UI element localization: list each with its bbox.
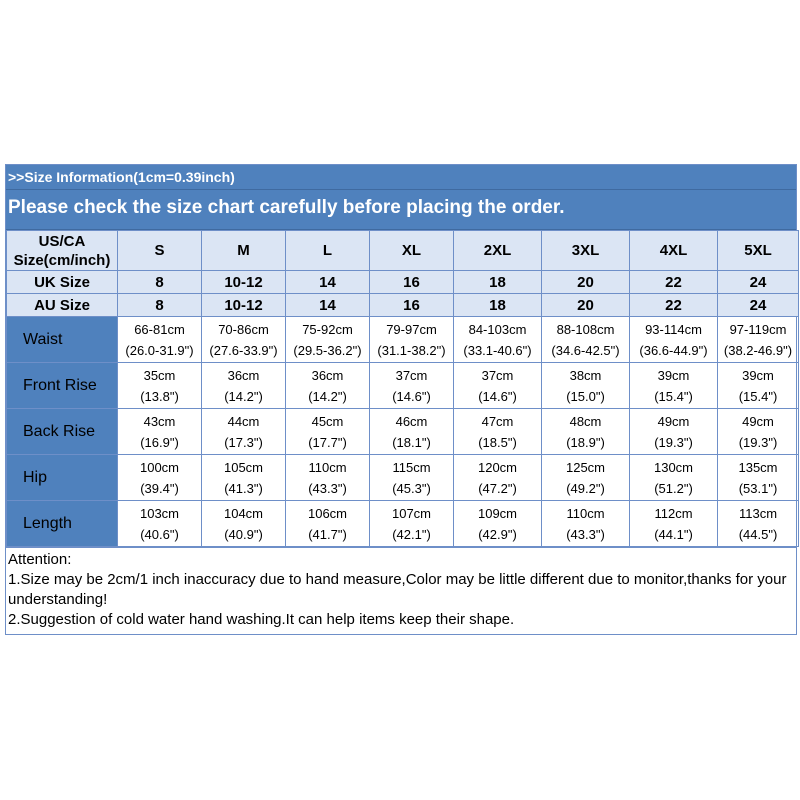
size-cell: M bbox=[202, 231, 286, 271]
measurement-cell bbox=[286, 501, 370, 547]
cm-value: 75-92cm bbox=[302, 321, 353, 337]
cm-value: 66-81cm bbox=[134, 321, 185, 337]
measurement-cell bbox=[454, 363, 542, 409]
inch-value: (14.6") bbox=[392, 388, 431, 404]
size-chart bbox=[5, 164, 797, 635]
size-cell: 5XL bbox=[718, 231, 799, 271]
size-cell: 14 bbox=[286, 294, 370, 317]
measurement-cell bbox=[370, 455, 454, 501]
size-cell: XL bbox=[370, 231, 454, 271]
cm-value: 106cm bbox=[307, 505, 348, 521]
cm-value: 110cm bbox=[308, 459, 347, 475]
inch-value: (42.1") bbox=[392, 526, 431, 542]
measurement-label: Back Rise bbox=[7, 409, 118, 455]
size-cell: 8 bbox=[118, 271, 202, 294]
cm-value: 115cm bbox=[392, 459, 431, 475]
au-size-row bbox=[7, 294, 799, 317]
inch-value: (17.7") bbox=[308, 434, 347, 450]
cm-value: 88-108cm bbox=[556, 321, 615, 337]
inch-value: (13.8") bbox=[140, 388, 179, 404]
cm-value: 48cm bbox=[569, 413, 602, 429]
measurement-cell bbox=[542, 409, 630, 455]
measurement-cell bbox=[718, 501, 799, 547]
size-row-label: UK Size bbox=[7, 271, 118, 294]
inch-value: (44.1") bbox=[654, 526, 693, 542]
size-cell: 2XL bbox=[454, 231, 542, 271]
uk-size-row bbox=[7, 271, 799, 294]
cm-value: 79-97cm bbox=[386, 321, 437, 337]
inch-value: (18.9") bbox=[566, 434, 605, 450]
inch-value: (14.2") bbox=[308, 388, 347, 404]
cm-value: 70-86cm bbox=[218, 321, 269, 337]
measurement-label: Waist bbox=[7, 317, 118, 363]
size-cell: 22 bbox=[630, 271, 718, 294]
size-cell: 20 bbox=[542, 271, 630, 294]
measurement-cell bbox=[542, 317, 630, 363]
inch-value: (15.0") bbox=[566, 388, 605, 404]
inch-value: (43.3") bbox=[566, 526, 605, 542]
inch-value: (31.1-38.2") bbox=[377, 342, 446, 358]
cm-value: 38cm bbox=[569, 367, 602, 383]
measurement-cell bbox=[118, 409, 202, 455]
inch-value: (17.3") bbox=[224, 434, 263, 450]
inch-value: (44.5") bbox=[738, 526, 778, 542]
cm-value: 44cm bbox=[227, 413, 260, 429]
size-cell: 10-12 bbox=[202, 271, 286, 294]
measurement-cell bbox=[630, 455, 718, 501]
cm-value: 46cm bbox=[395, 413, 428, 429]
inch-value: (15.4") bbox=[654, 388, 693, 404]
inch-value: (41.3") bbox=[224, 480, 263, 496]
inch-value: (45.3") bbox=[392, 480, 431, 496]
cm-value: 49cm bbox=[742, 413, 774, 429]
cm-value: 130cm bbox=[653, 459, 694, 475]
measurement-cell bbox=[718, 455, 799, 501]
cm-value: 107cm bbox=[391, 505, 432, 521]
measurement-cell bbox=[630, 363, 718, 409]
measurement-cell bbox=[286, 317, 370, 363]
inch-value: (16.9") bbox=[140, 434, 179, 450]
measurement-row bbox=[7, 317, 799, 363]
inch-value: (47.2") bbox=[478, 480, 517, 496]
inch-value: (40.9") bbox=[224, 526, 263, 542]
measurement-cell bbox=[202, 409, 286, 455]
inch-value: (41.7") bbox=[308, 526, 347, 542]
measurement-row bbox=[7, 409, 799, 455]
measurement-cell bbox=[454, 409, 542, 455]
size-cell: 18 bbox=[454, 294, 542, 317]
cm-value: 113cm bbox=[738, 505, 778, 521]
cm-value: 84-103cm bbox=[468, 321, 527, 337]
measurement-cell bbox=[118, 501, 202, 547]
measurement-label: Front Rise bbox=[7, 363, 118, 409]
inch-value: (36.6-44.9") bbox=[639, 342, 708, 358]
size-info-heading: >>Size Information(1cm=0.39inch) bbox=[6, 165, 796, 190]
cm-value: 97-119cm bbox=[729, 321, 787, 337]
measurement-cell bbox=[454, 501, 542, 547]
size-cell: 14 bbox=[286, 271, 370, 294]
size-notice-heading: Please check the size chart carefully before placing the order. bbox=[6, 190, 796, 230]
size-cell: 24 bbox=[718, 294, 799, 317]
measurement-label: Hip bbox=[7, 455, 118, 501]
measurement-cell bbox=[202, 501, 286, 547]
inch-value: (14.6") bbox=[478, 388, 517, 404]
measurement-cell bbox=[370, 501, 454, 547]
measurement-cell bbox=[542, 363, 630, 409]
measurement-cell bbox=[202, 363, 286, 409]
size-cell: 16 bbox=[370, 271, 454, 294]
cm-value: 103cm bbox=[139, 505, 180, 521]
cm-value: 105cm bbox=[223, 459, 264, 475]
measurement-row bbox=[7, 501, 799, 547]
measurement-row bbox=[7, 455, 799, 501]
measurement-cell bbox=[202, 317, 286, 363]
inch-value: (18.5") bbox=[478, 434, 517, 450]
cm-value: 120cm bbox=[477, 459, 518, 475]
measurement-cell bbox=[630, 409, 718, 455]
inch-value: (49.2") bbox=[566, 480, 605, 496]
cm-value: 39cm bbox=[742, 367, 774, 383]
cm-value: 39cm bbox=[657, 367, 690, 383]
size-cell: L bbox=[286, 231, 370, 271]
measurement-label: Length bbox=[7, 501, 118, 547]
measurement-row bbox=[7, 363, 799, 409]
inch-value: (40.6") bbox=[140, 526, 179, 542]
cm-value: 100cm bbox=[139, 459, 180, 475]
cm-value: 104cm bbox=[223, 505, 264, 521]
size-cell: 3XL bbox=[542, 231, 630, 271]
inch-value: (39.4") bbox=[140, 480, 179, 496]
measurement-cell bbox=[718, 317, 799, 363]
inch-value: (19.3") bbox=[738, 434, 778, 450]
size-cell: 18 bbox=[454, 271, 542, 294]
measurement-cell bbox=[454, 455, 542, 501]
us-ca-size-row bbox=[7, 231, 799, 271]
cm-value: 135cm bbox=[738, 459, 778, 475]
size-cell: 10-12 bbox=[202, 294, 286, 317]
measurement-cell bbox=[630, 317, 718, 363]
cm-value: 37cm bbox=[481, 367, 514, 383]
size-cell: 4XL bbox=[630, 231, 718, 271]
cm-value: 93-114cm bbox=[645, 321, 702, 337]
cm-value: 43cm bbox=[143, 413, 176, 429]
measurement-cell bbox=[718, 363, 799, 409]
inch-value: (43.3") bbox=[308, 480, 347, 496]
size-cell: 24 bbox=[718, 271, 799, 294]
inch-value: (15.4") bbox=[738, 388, 778, 404]
inch-value: (29.5-36.2") bbox=[293, 342, 362, 358]
size-cell: 16 bbox=[370, 294, 454, 317]
cm-value: 45cm bbox=[311, 413, 344, 429]
measurement-cell bbox=[118, 455, 202, 501]
cm-value: 36cm bbox=[311, 367, 344, 383]
cm-value: 112cm bbox=[654, 505, 693, 521]
cm-value: 47cm bbox=[481, 413, 514, 429]
inch-value: (53.1") bbox=[738, 480, 778, 496]
attention-note-2: 2.Suggestion of cold water hand washing.It can help items keep their shape. bbox=[8, 611, 515, 628]
measurement-cell bbox=[118, 317, 202, 363]
measurement-cell bbox=[202, 455, 286, 501]
size-cell: 20 bbox=[542, 294, 630, 317]
size-row-label: AU Size bbox=[7, 294, 118, 317]
size-cell: 8 bbox=[118, 294, 202, 317]
cm-value: 49cm bbox=[657, 413, 690, 429]
measurement-cell bbox=[286, 363, 370, 409]
size-cell: S bbox=[118, 231, 202, 271]
inch-value: (18.1") bbox=[392, 434, 431, 450]
measurement-cell bbox=[718, 409, 799, 455]
size-table bbox=[6, 230, 799, 547]
measurement-cell bbox=[370, 317, 454, 363]
inch-value: (42.9") bbox=[478, 526, 517, 542]
inch-value: (14.2") bbox=[224, 388, 263, 404]
measurement-cell bbox=[370, 409, 454, 455]
inch-value: (26.0-31.9") bbox=[125, 342, 194, 358]
measurement-cell bbox=[542, 455, 630, 501]
attention-notes bbox=[6, 547, 796, 634]
measurement-cell bbox=[370, 363, 454, 409]
measurement-cell bbox=[286, 409, 370, 455]
size-cell: 22 bbox=[630, 294, 718, 317]
measurement-cell bbox=[286, 455, 370, 501]
size-row-label: US/CA Size(cm/inch) bbox=[7, 231, 118, 271]
cm-value: 110cm bbox=[566, 505, 605, 521]
attention-title: Attention: bbox=[8, 551, 72, 568]
cm-value: 36cm bbox=[227, 367, 260, 383]
measurement-cell bbox=[630, 501, 718, 547]
measurement-cell bbox=[454, 317, 542, 363]
cm-value: 109cm bbox=[477, 505, 518, 521]
cm-value: 35cm bbox=[143, 367, 176, 383]
inch-value: (19.3") bbox=[654, 434, 693, 450]
measurement-cell bbox=[118, 363, 202, 409]
inch-value: (27.6-33.9") bbox=[209, 342, 278, 358]
inch-value: (51.2") bbox=[654, 480, 693, 496]
cm-value: 37cm bbox=[395, 367, 428, 383]
cm-value: 125cm bbox=[565, 459, 606, 475]
measurement-cell bbox=[542, 501, 630, 547]
inch-value: (34.6-42.5") bbox=[551, 342, 620, 358]
inch-value: (38.2-46.9") bbox=[723, 342, 793, 358]
inch-value: (33.1-40.6") bbox=[463, 342, 532, 358]
attention-note-1: 1.Size may be 2cm/1 inch inaccuracy due to hand measure,Color may be little different due to monitor,thanks for your understanding! bbox=[8, 571, 787, 608]
